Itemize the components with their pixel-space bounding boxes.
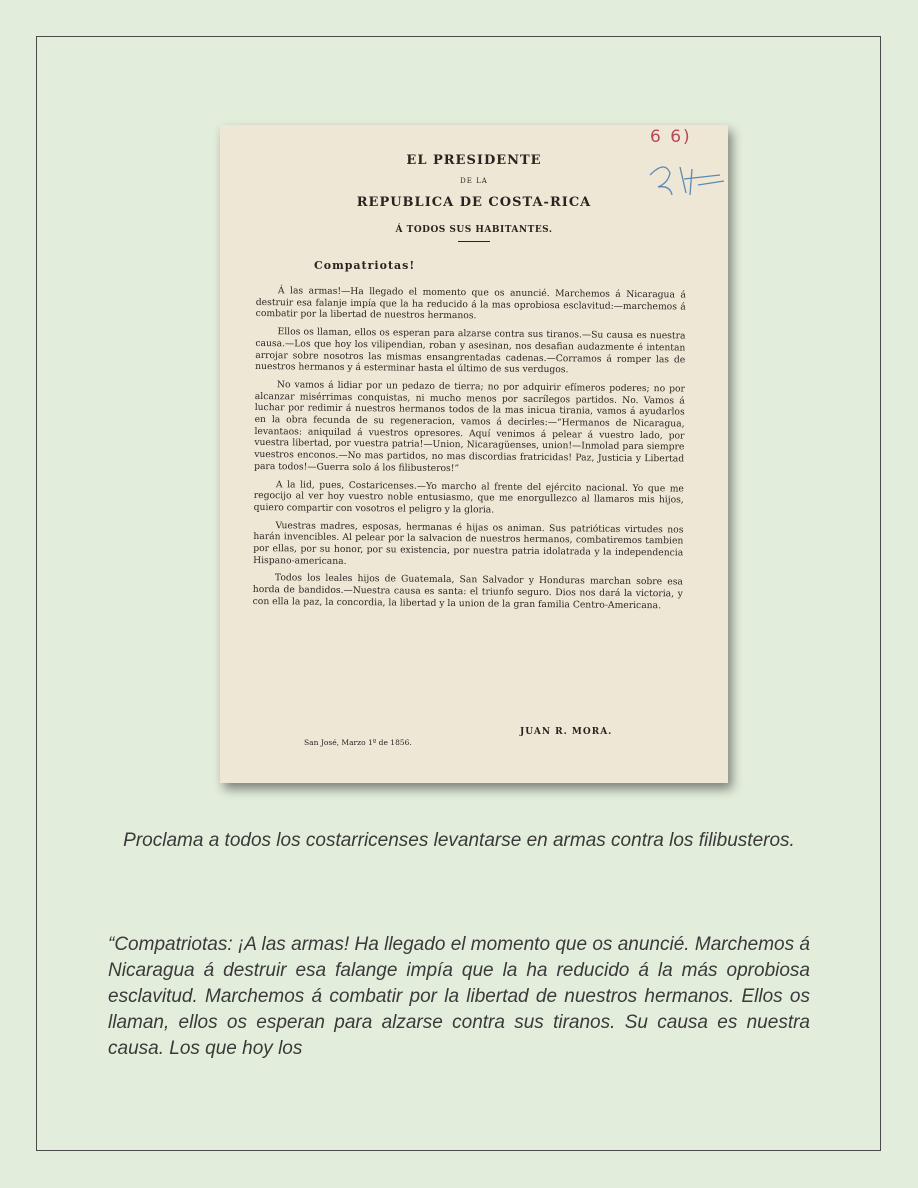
- proclamation-document: [220, 125, 728, 783]
- signature: JUAN R. MORA.: [520, 727, 613, 737]
- place-date: San José, Marzo 1º de 1856.: [304, 738, 412, 747]
- proclamation-scan: [220, 125, 728, 783]
- salutation: Compatriotas!: [314, 259, 416, 272]
- paragraph: A la lid, pues, Costaricenses.—Yo marcho al frente del ejército nacional. Yo que me regocijo al ver hoy vuestro noble entusiasmo, que me enorgullezco al llamaros mis hijos, quiero compartir con vosotros el peligro y la gloria.: [253, 478, 684, 516]
- handwritten-number: 6 6): [650, 127, 692, 147]
- addressee: Á TODOS SUS HABITANTES.: [395, 225, 553, 235]
- title-de-la: DE LA: [460, 177, 488, 185]
- paragraph: No vamos á lidiar por un pedazo de tierra; no por adquirir efímeros poderes; no por alcanzar misérrimas conquistas, ni mucho menos por sacrílegos partidos. No. Vamos á luchar por redimir á nuestros hermanos todos de la mas inicua tirania, vamos á ayudarlos en la obra fecunda de su regeneracion, vamos á decirles:—“Hermanos de Nicaragua, levantaos: aniquilad á vuestros opresores. Aquí venimos á pelear á vuestro lado, por vuestra libertad, por vuestra patria!—Union, Nicaragüenses, union!—Inmolad para siempre vuestros enconos.—No mas partidos, no mas discordias fratricidas! Paz, Justicia y Libertad para todos!—Guerra solo á los filibusteros!”: [254, 379, 685, 474]
- quote-text: “Compatriotas: ¡A las armas! Ha llegado el momento que os anuncié. Marchemos á Nicaragua á destruir esa falange impía que la ha reducido á la más oprobiosa esclavitud. Marchemos á combatir por la libertad de nuestros hermanos. Ellos os llaman, ellos os esperan para alzarse contra sus tiranos. Su causa es nuestra causa. Los que hoy los: [108, 934, 810, 1059]
- title-republica: REPUBLICA DE COSTA-RICA: [356, 195, 592, 210]
- paragraph: Todos los leales hijos de Guatemala, San Salvador y Honduras marchan sobre esa horda de bandidos.—Nuestra causa es santa: el triunfo seguro. Dios nos dará la victoria, y con ella la paz, la concordia, la libertad y la union de la gran familia Centro-Americana.: [252, 572, 683, 612]
- paragraph: Ellos os llaman, ellos os esperan para alzarse contra sus tiranos.—Su causa es nuestra causa.—Los que hoy los vilipendian, roban y asesinan, nos desafian audazmente é intentan arrojar sobre nosotros las mismas ensangrentadas cadenas.—Corramos á romper las de nuestros hermanos y á esterminar hasta el último de sus verdugos.: [255, 326, 686, 376]
- image-caption: Proclama a todos los costarricenses levantarse en armas contra los filibusteros.: [123, 830, 795, 851]
- proclamation-body: [253, 285, 686, 618]
- divider: [458, 241, 490, 242]
- paragraph: Á las armas!—Ha llegado el momento que os anuncié. Marchemos á Nicaragua á destruir esa falanje impía que la ha reducido á la mas oprobiosa esclavitud:—marchemos á combatir por la libertad de nuestros hermanos.: [255, 285, 686, 322]
- paragraph: Vuestras madres, esposas, hermanas é hijas os animan. Sus patrióticas virtudes nos harán invencibles. Al pelear por la salvacion de nuestros hermanos, combatiremos tambien por ellas, por su honor, por su existencia, por nuestra patria idolatrada y la independencia Hispano-americana.: [253, 519, 684, 567]
- title-el-presidente: EL PRESIDENTE: [406, 153, 542, 168]
